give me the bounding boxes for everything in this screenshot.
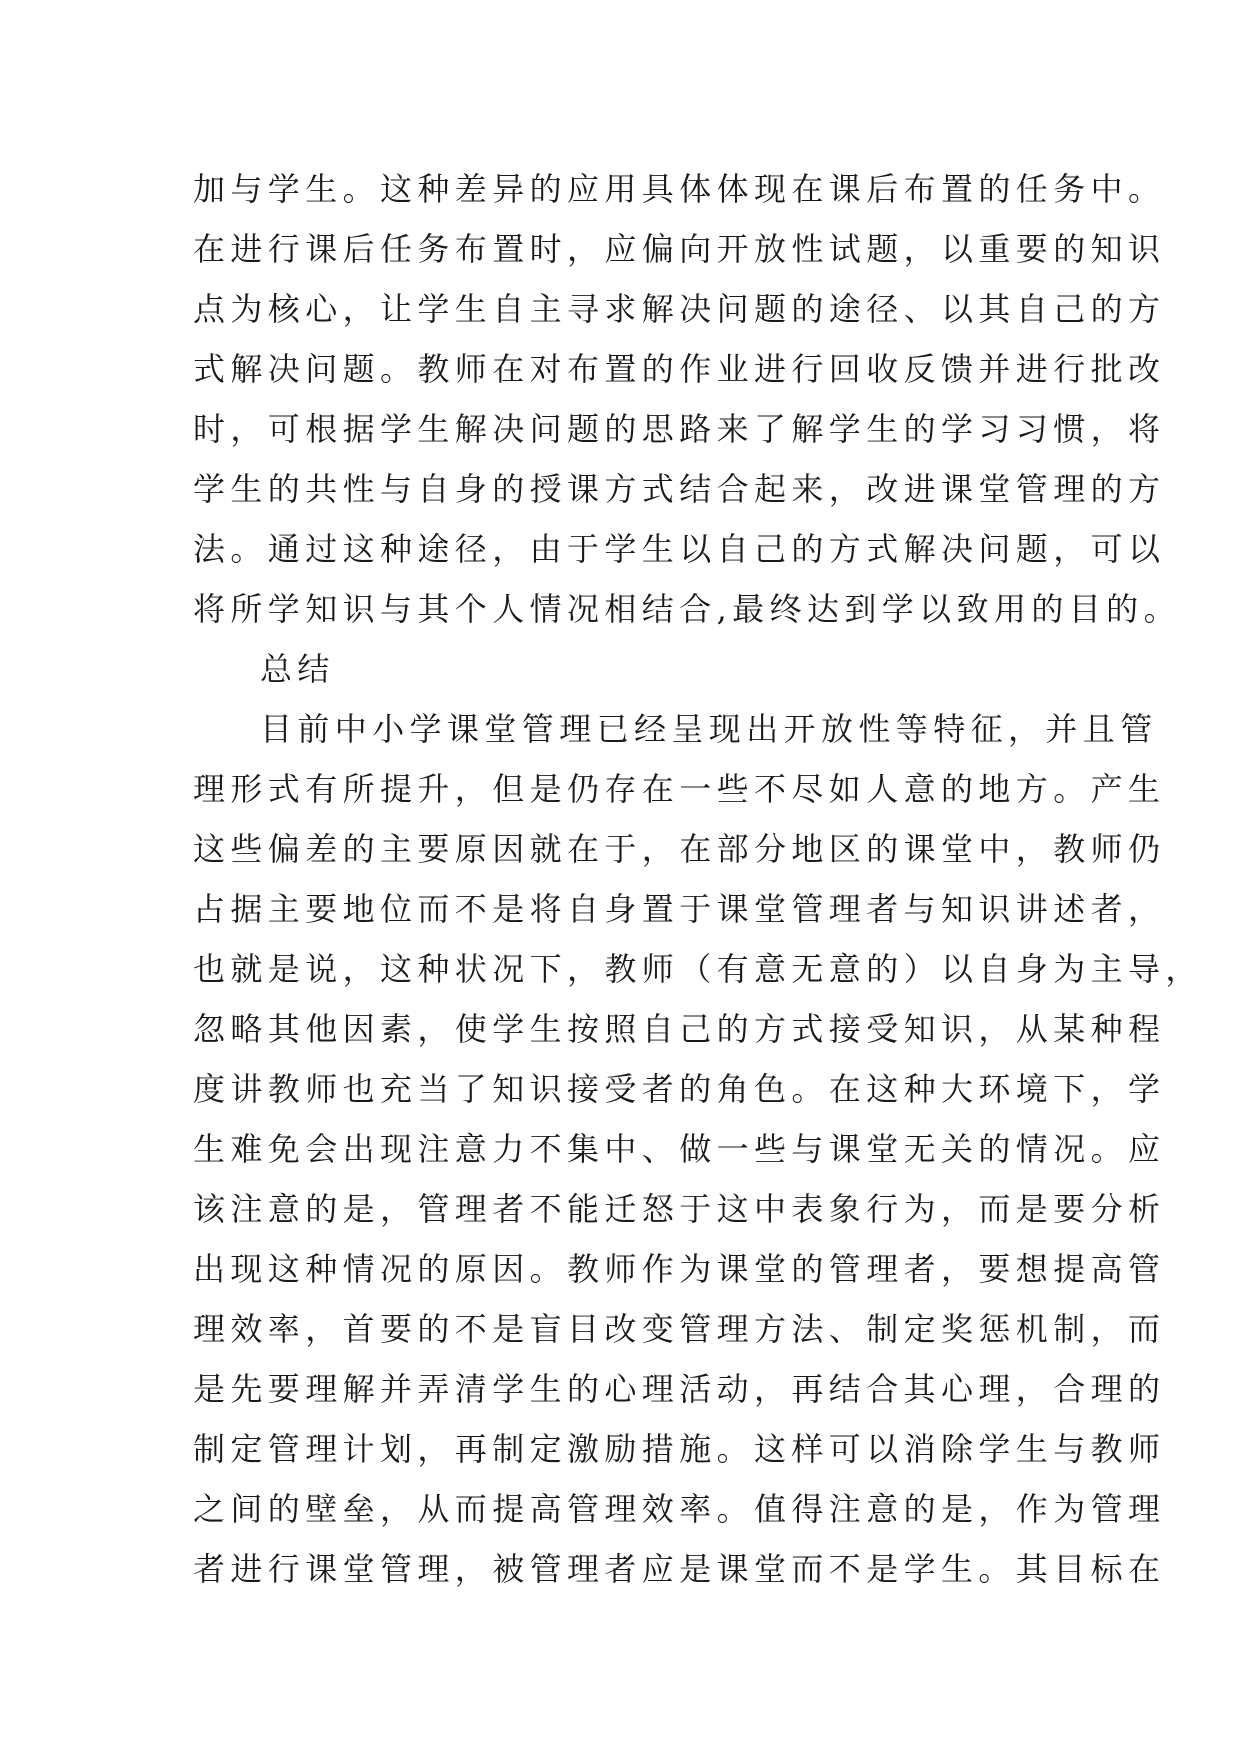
text-line: 时，可根据学生解决问题的思路来了解学生的学习习惯，将 <box>193 410 1166 448</box>
text-line: 制定管理计划，再制定激励措施。这样可以消除学生与教师 <box>193 1430 1166 1468</box>
text-line: 忽略其他因素，使学生按照自己的方式接受知识，从某种程 <box>193 1010 1166 1048</box>
text-line: 点为核心，让学生自主寻求解决问题的途径、以其自己的方 <box>193 290 1166 328</box>
text-line: 理形式有所提升，但是仍存在一些不尽如人意的地方。产生 <box>193 770 1166 808</box>
text-line: 学生的共性与自身的授课方式结合起来，改进课堂管理的方 <box>193 470 1166 508</box>
text-line: 出现这种情况的原因。教师作为课堂的管理者，要想提高管 <box>193 1250 1166 1288</box>
paragraph <box>193 699 1203 1599</box>
text-line: 将所学知识与其个人情况相结合,最终达到学以致用的目的。 <box>193 590 1181 628</box>
text-line: 度讲教师也充当了知识接受者的角色。在这种大环境下，学 <box>193 1070 1166 1108</box>
text-line: 在进行课后任务布置时，应偏向开放性试题，以重要的知识 <box>193 230 1166 268</box>
paragraph <box>193 159 1181 639</box>
text-line: 之间的壁垒，从而提高管理效率。值得注意的是，作为管理 <box>193 1490 1166 1528</box>
text-line: 加与学生。这种差异的应用具体体现在课后布置的任务中。 <box>193 170 1166 208</box>
text-line: 占据主要地位而不是将自身置于课堂管理者与知识讲述者， <box>193 890 1166 928</box>
heading-text: 总结 <box>260 650 335 688</box>
document-body <box>193 159 1203 1599</box>
text-line: 是先要理解并弄清学生的心理活动，再结合其心理，合理的 <box>193 1370 1166 1408</box>
section-heading <box>193 639 1073 699</box>
text-line: 法。通过这种途径，由于学生以自己的方式解决问题，可以 <box>193 530 1166 568</box>
text-line: 这些偏差的主要原因就在于，在部分地区的课堂中，教师仍 <box>193 830 1166 868</box>
text-line: 者进行课堂管理，被管理者应是课堂而不是学生。其目标在 <box>193 1550 1166 1588</box>
text-line: 理效率，首要的不是盲目改变管理方法、制定奖惩机制，而 <box>193 1310 1166 1348</box>
text-line: 生难免会出现注意力不集中、做一些与课堂无关的情况。应 <box>193 1130 1166 1168</box>
text-line: 目前中小学课堂管理已经呈现出开放性等特征，并且管 <box>260 710 1158 748</box>
text-line: 也就是说，这种状况下，教师（有意无意的）以自身为主导， <box>193 950 1203 988</box>
text-line: 该注意的是，管理者不能迁怒于这中表象行为，而是要分析 <box>193 1190 1166 1228</box>
text-line: 式解决问题。教师在对布置的作业进行回收反馈并进行批改 <box>193 350 1166 388</box>
